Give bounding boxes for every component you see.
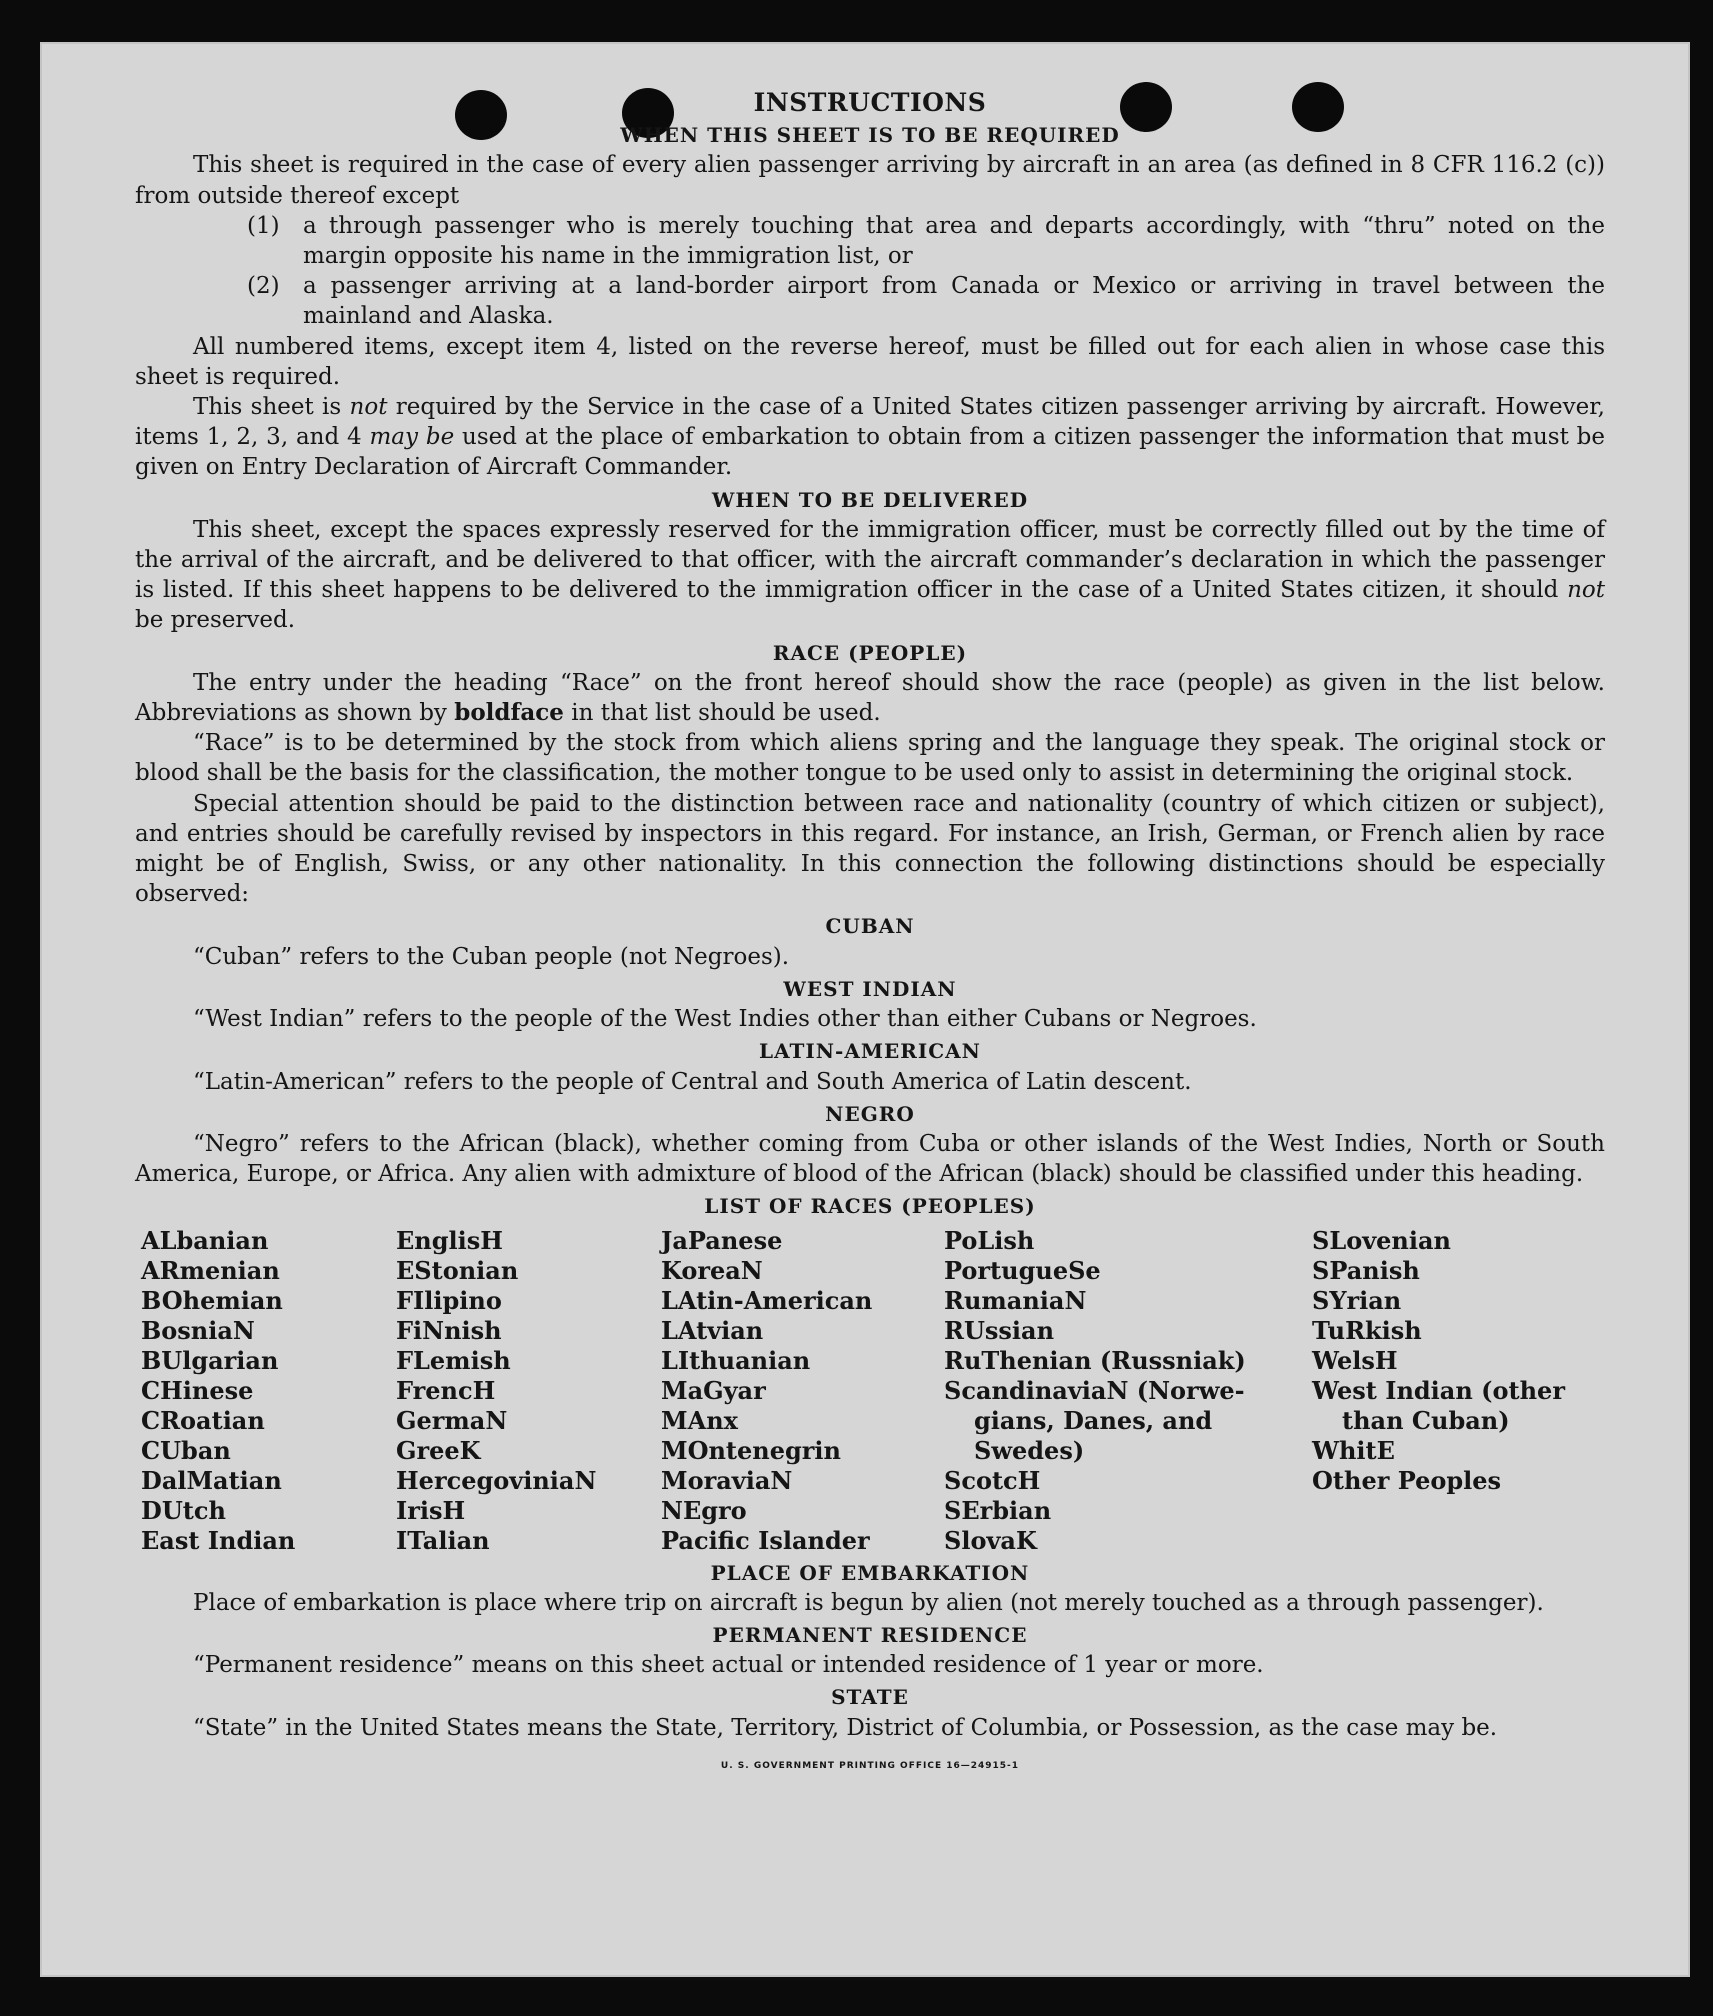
race-item: FrencH (396, 1375, 496, 1405)
paragraph: This sheet, except the spaces expressly reserved for the immigration officer, must be correctly filled out by the time of the arrival of the aircraft, and be delivered to that officer, with the aircraft commander’s declaration in which the passenger is listed. If this sheet happens to be delivered to the immigration officer in the case of a United States citizen, it should not be preserved. (135, 516, 1605, 634)
paragraph: “Permanent residence” means on this sheet actual or intended residence of 1 year or more. (193, 1652, 1264, 1679)
list-item (135, 211, 1605, 271)
paragraph: The entry under the heading “Race” on the front hereof should show the race (people) as given in the list below. Abbreviations as shown by boldface in that list should be used. (135, 669, 1605, 727)
race-item: FLemish (396, 1345, 511, 1375)
race-item: West Indian (other (1312, 1375, 1565, 1405)
race-column (141, 1226, 396, 1556)
race-item: JaPanese (661, 1225, 783, 1255)
race-item: CHinese (141, 1375, 254, 1405)
section-heading: PERMANENT RESIDENCE (712, 1622, 1028, 1647)
race-item: Swedes) (974, 1435, 1085, 1465)
race-item: gians, Danes, and (974, 1405, 1213, 1435)
section-heading: STATE (831, 1685, 909, 1710)
paragraph: “State” in the United States means the State, Territory, District of Columbia, or Possession, as the case may be. (193, 1714, 1498, 1741)
race-item: SYrian (1312, 1285, 1402, 1315)
race-item: FIlipino (396, 1285, 502, 1315)
list-item (135, 271, 1605, 331)
item-number: (2) (247, 273, 280, 300)
race-item: HercegoviniaN (396, 1465, 597, 1495)
race-item: WhitE (1312, 1435, 1395, 1465)
race-item: GreeK (396, 1435, 481, 1465)
paragraph: “Cuban” refers to the Cuban people (not Negroes). (193, 943, 790, 970)
section-heading: CUBAN (825, 914, 915, 939)
race-item: than Cuban) (1342, 1405, 1510, 1435)
race-item: WelsH (1312, 1345, 1398, 1375)
race-item: East Indian (141, 1525, 296, 1555)
race-item: SPanish (1312, 1255, 1420, 1285)
section-heading: WEST INDIAN (783, 976, 957, 1001)
race-item: ALbanian (141, 1225, 269, 1255)
item-number: (1) (247, 212, 280, 239)
paragraph: Special attention should be paid to the distinction between race and nationality (country of which citizen or subject), and entries should be carefully revised by inspectors in this regard. For instance, an Irish, German, or French alien by race might be of English, Swiss, or any other nationality. In this connection the following distinctions should be especially observed: (135, 790, 1605, 908)
paragraph: “West Indian” refers to the people of the West Indies other than either Cubans or Negroes. (193, 1006, 1257, 1033)
race-item: MaGyar (661, 1375, 766, 1405)
race-item: KoreaN (661, 1255, 763, 1285)
race-item: BosniaN (141, 1315, 255, 1345)
emphasis: may be (369, 424, 455, 451)
race-item: NEgro (661, 1495, 747, 1525)
printer-imprint: U. S. GOVERNMENT PRINTING OFFICE 16—24915-1 (720, 1760, 1020, 1771)
race-item: MoraviaN (661, 1465, 793, 1495)
paragraph: Place of embarkation is place where trip on aircraft is begun by alien (not merely touched as a through passenger). (193, 1589, 1544, 1616)
race-item: DUtch (141, 1495, 226, 1525)
race-column (396, 1226, 661, 1556)
race-item: RUssian (944, 1315, 1055, 1345)
section-heading: LIST OF RACES (PEOPLES) (704, 1194, 1036, 1219)
document-sheet (40, 42, 1690, 1977)
race-item: IrisH (396, 1495, 466, 1525)
race-column (944, 1226, 1312, 1556)
section-heading: NEGRO (825, 1101, 915, 1126)
paragraph: “Negro” refers to the African (black), whether coming from Cuba or other islands of the West Indies, North or South America, Europe, or Africa. Any alien with admixture of blood of the African (black) should be classified under this heading. (135, 1130, 1605, 1188)
race-item: PortugueSe (944, 1255, 1101, 1285)
race-item: Other Peoples (1312, 1465, 1502, 1495)
section-heading: WHEN TO BE DELIVERED (711, 487, 1029, 512)
race-item: ScandinaviaN (Norwe- (944, 1375, 1245, 1405)
race-column (661, 1226, 944, 1556)
section-heading: RACE (PEOPLE) (772, 640, 968, 665)
race-item: ARmenian (141, 1255, 280, 1285)
section-heading: WHEN THIS SHEET IS TO BE REQUIRED (620, 123, 1120, 148)
emphasis: not (349, 394, 388, 421)
race-item: TuRkish (1312, 1315, 1422, 1345)
race-item: CRoatian (141, 1405, 265, 1435)
race-item: ScotcH (944, 1465, 1041, 1495)
race-item: RumaniaN (944, 1285, 1087, 1315)
race-item: LIthuanian (661, 1345, 811, 1375)
race-item: CUban (141, 1435, 231, 1465)
race-item: FiNnish (396, 1315, 502, 1345)
race-item: SLovenian (1312, 1225, 1451, 1255)
race-item: Pacific Islander (661, 1525, 870, 1555)
race-item: MAnx (661, 1405, 738, 1435)
race-column (1312, 1226, 1572, 1556)
race-item: SlovaK (944, 1525, 1037, 1555)
race-list (141, 1226, 1605, 1556)
race-item: DalMatian (141, 1465, 282, 1495)
paragraph: “Latin-American” refers to the people of Central and South America of Latin descent. (193, 1068, 1192, 1095)
race-item: RuThenian (Russniak) (944, 1345, 1246, 1375)
section-heading: PLACE OF EMBARKATION (710, 1560, 1030, 1585)
item-text: a through passenger who is merely touching that area and departs accordingly, with “thru” noted on the margin opposite his name in the immigration list, or (303, 212, 1605, 270)
race-item: PoLish (944, 1225, 1035, 1255)
paragraph: “Race” is to be determined by the stock from which aliens spring and the language they speak. The original stock or blood shall be the basis for the classification, the mother tongue to be used only to assist in determining the original stock. (135, 730, 1605, 787)
race-item: GermaN (396, 1405, 508, 1435)
race-item: EnglisH (396, 1225, 503, 1255)
paragraph: All numbered items, except item 4, listed on the reverse hereof, must be filled out for each alien in whose case this sheet is required. (135, 333, 1605, 390)
instructions-content (135, 88, 1605, 1790)
item-text: a passenger arriving at a land-border airport from Canada or Mexico or arriving in travel between the mainland and Alaska. (303, 273, 1605, 330)
race-item: ITalian (396, 1525, 490, 1555)
race-item: BOhemian (141, 1285, 283, 1315)
paragraph: This sheet is not required by the Service in the case of a United States citizen passenger arriving by aircraft. However, items 1, 2, 3, and 4 may be used at the place of embarkation to obtain from a citizen passenger the information that must be given on Entry Declaration of Aircraft Commander. (135, 394, 1606, 481)
page-title: INSTRUCTIONS (753, 88, 987, 117)
race-item: MOntenegrin (661, 1435, 841, 1465)
race-item: BUlgarian (141, 1345, 279, 1375)
race-item: LAtin-American (661, 1285, 873, 1315)
race-item: EStonian (396, 1255, 519, 1285)
race-item: LAtvian (661, 1315, 764, 1345)
emphasis: not (1567, 577, 1605, 604)
bold-word: boldface (454, 699, 564, 727)
paragraph: This sheet is required in the case of every alien passenger arriving by aircraft in an area (as defined in 8 CFR 116.2 (c)) from outside thereof except (135, 152, 1605, 209)
race-item: SErbian (944, 1495, 1052, 1525)
section-heading: LATIN-AMERICAN (759, 1039, 981, 1064)
